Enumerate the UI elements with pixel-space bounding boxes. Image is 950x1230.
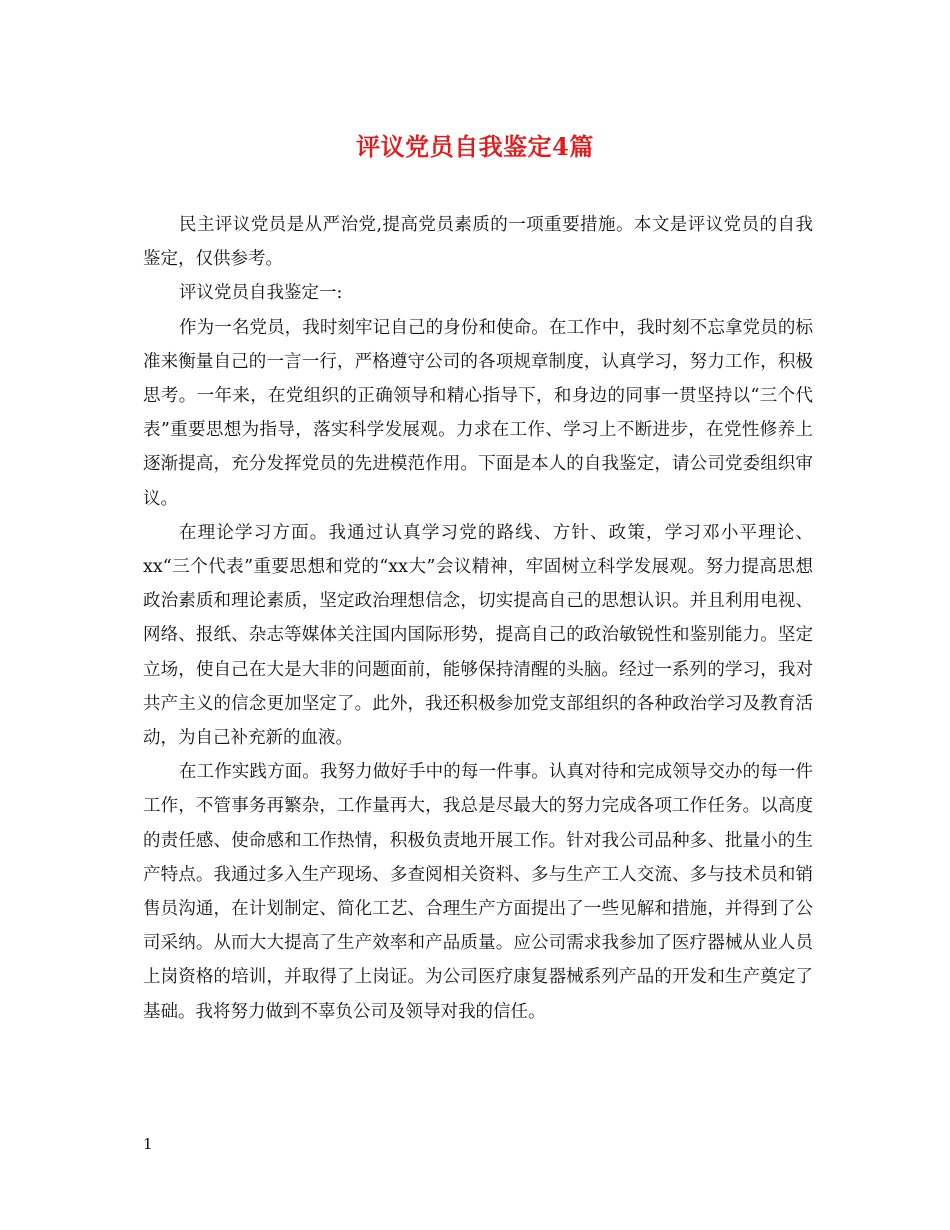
- body-paragraph: 在理论学习方面。我通过认真学习党的路线、方针、政策，学习邓小平理论、xx“三个代表”重要思想和党的“xx大”会议精神，牢固树立科学发展观。努力提高思想政治素质和理论素质，坚定政治理想信念，切实提高自己的思想认识。并且利用电视、网络、报纸、杂志等媒体关注国内国际形势，提高自己的政治敏锐性和鉴别能力。坚定立场，使自己在大是大非的问题面前，能够保持清醒的头脑。经过一系列的学习，我对共产主义的信念更加坚定了。此外，我还积极参加党支部组织的各种政治学习及教育活动，为自己补充新的血液。: [143, 522, 813, 749]
- section-heading: 评议党员自我鉴定一:: [179, 283, 343, 304]
- intro-paragraph: 民主评议党员是从严治党,提高党员素质的一项重要措施。本文是评议党员的自我鉴定，仅供参考。: [143, 215, 813, 270]
- body-paragraph: 作为一名党员，我时刻牢记自己的身份和使命。在工作中，我时刻不忘拿党员的标准来衡量自己的一言一行，严格遵守公司的各项规章制度，认真学习，努力工作，积极思考。一年来，在党组织的正确领导和精心指导下，和身边的同事一贯坚持以“三个代表”重要思想为指导，落实科学发展观。力求在工作、学习上不断进步，在党性修养上逐渐提高，充分发挥党员的先进模范作用。下面是本人的自我鉴定，请公司党委组织审议。: [143, 317, 813, 509]
- body-paragraph: 在工作实践方面。我努力做好手中的每一件事。认真对待和完成领导交办的每一件工作，不管事务再繁杂，工作量再大，我总是尽最大的努力完成各项工作任务。以高度的责任感、使命感和工作热情，积极负责地开展工作。针对我公司品种多、批量小的生产特点。我通过多入生产现场、多查阅相关资料、多与生产工人交流、多与技术员和销售员沟通，在计划制定、简化工艺、合理生产方面提出了一些见解和措施，并得到了公司采纳。从而大大提高了生产效率和产品质量。应公司需求我参加了医疗器械从业人员上岗资格的培训，并取得了上岗证。为公司医疗康复器械系列产品的开发和生产奠定了基础。我将努力做到不辜负公司及领导对我的信任。: [143, 762, 813, 1022]
- document-body: [143, 208, 813, 1029]
- page-number: 1: [143, 1135, 153, 1153]
- document-title: 评议党员自我鉴定4篇: [356, 132, 594, 161]
